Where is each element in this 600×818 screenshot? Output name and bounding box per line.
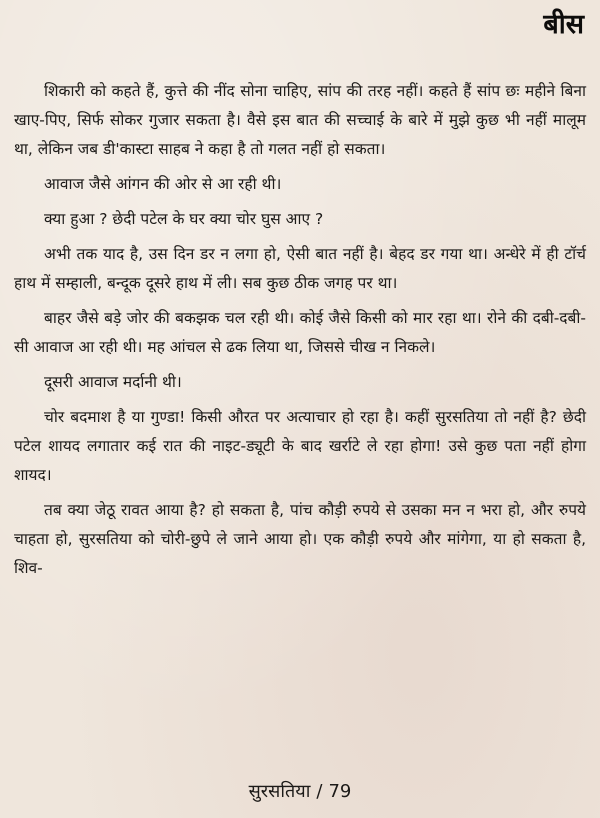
paragraph: अभी तक याद है, उस दिन डर न लगा हो, ऐसी बात नहीं है। बेहद डर गया था। अन्धेरे में ही टॉर्च हाथ में सम्हाली, बन्दूक दूसरे हाथ में ली। सब कुछ ठीक जगह पर था। bbox=[14, 245, 586, 292]
footer-book-title: सुरसतिया bbox=[248, 781, 311, 802]
chapter-title: बीस bbox=[543, 9, 584, 40]
paragraph: बाहर जैसे बड़े जोर की बकझक चल रही थी। कोई जैसे किसी को मार रहा था। रोने की दबी-दबी-सी आवाज आ रही थी। मह आंचल से ढक लिया था, जिससे चीख न निकले। bbox=[14, 309, 586, 356]
paragraph: चोर बदमाश है या गुण्डा! किसी औरत पर अत्याचार हो रहा है। कहीं सुरसतिया तो नहीं है? छेदी पटेल शायद लगातार कई रात की नाइट-ड्यूटी के बाद खर्राटे ले रहा होगा! उसे कुछ पता नहीं होगा शायद। bbox=[14, 408, 586, 484]
paragraph: दूसरी आवाज मर्दानी थी। bbox=[44, 373, 182, 391]
paragraph: क्या हुआ ? छेदी पटेल के घर क्या चोर घुस आए ? bbox=[44, 210, 324, 228]
paragraph: शिकारी को कहते हैं, कुत्ते की नींद सोना चाहिए, सांप की तरह नहीं। कहते हैं सांप छः महीने बिना खाए-पिए, सिर्फ सोकर गुजार सकता है। वैसे इस बात की सच्चाई के बारे में मुझे कुछ भी नहीं मालूम था, लेकिन जब डी'कास्टा साहब ने कहा है तो गलत नहीं हो सकता। bbox=[14, 82, 586, 158]
paragraph: तब क्या जेठू रावत आया है? हो सकता है, पांच कौड़ी रुपये से उसका मन न भरा हो, और रुपये चाहता हो, सुरसतिया को चोरी-छुपे ले जाने आया हो। एक कौड़ी रुपये और मांगेगा, या हो सकता है, शिव- bbox=[14, 501, 586, 577]
footer-separator: / bbox=[316, 781, 323, 802]
paragraph: आवाज जैसे आंगन की ओर से आ रही थी। bbox=[44, 175, 282, 193]
body-text bbox=[14, 77, 586, 589]
page-number: 79 bbox=[328, 781, 352, 802]
page-footer bbox=[0, 780, 600, 804]
